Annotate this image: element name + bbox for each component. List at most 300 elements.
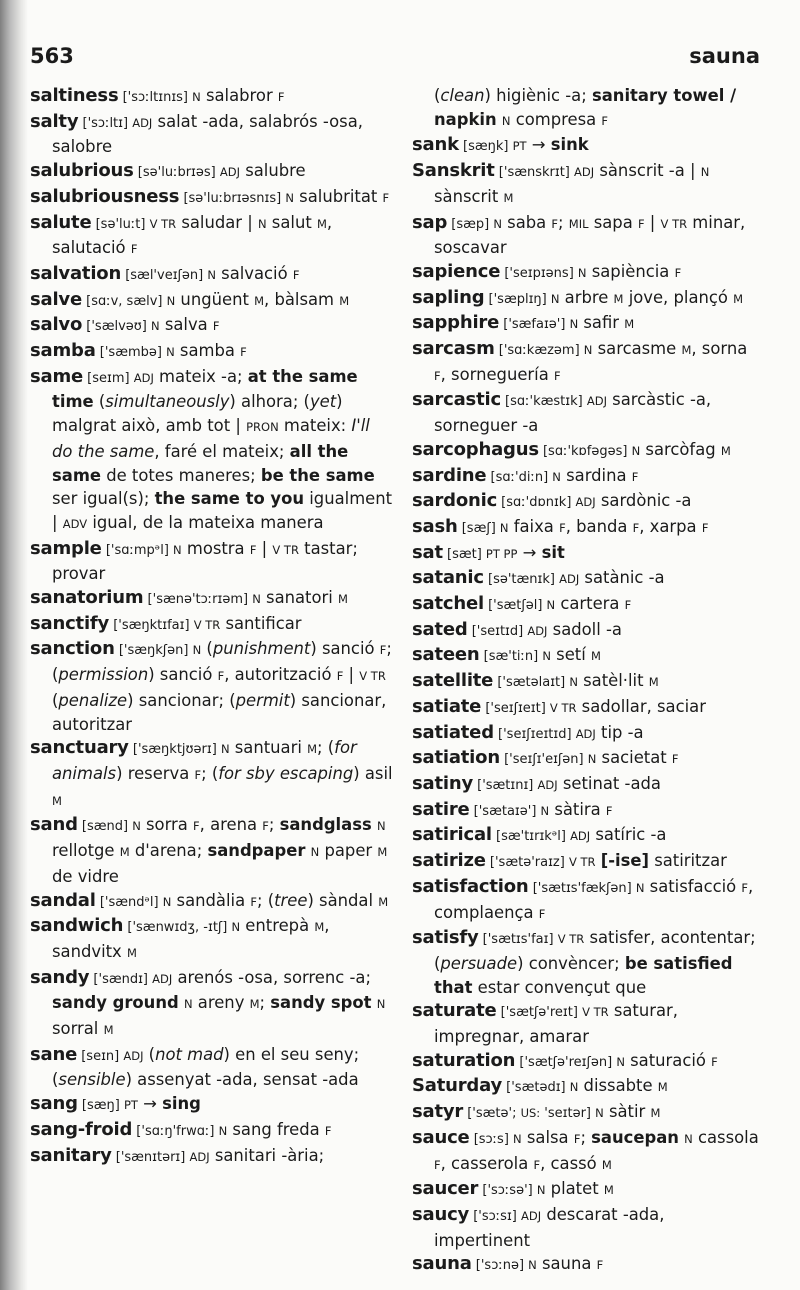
grammar-label: ADJ	[219, 165, 240, 180]
headword: sanction	[30, 638, 115, 660]
left-column	[30, 84, 394, 1169]
grammar-label: ADJ	[189, 1149, 210, 1164]
italic-gloss: yet	[309, 392, 337, 412]
gloss-text: sardònic -a	[595, 491, 692, 511]
dictionary-entry-satisfy	[412, 926, 764, 999]
gloss-text: , xarpa	[639, 516, 702, 536]
pronunciation: ['seɪʃɪeɪt]	[481, 700, 550, 716]
gloss-text: ; (	[201, 763, 219, 783]
dictionary-entry-salvation	[30, 262, 394, 288]
headword: satchel	[412, 593, 484, 615]
grammar-label: N	[540, 803, 550, 818]
grammar-label: N	[166, 345, 175, 360]
dictionary-entry-satiation	[412, 746, 764, 772]
bold-phrase: saucepan	[591, 1127, 679, 1147]
gloss-text: mateix:	[278, 416, 352, 436]
pronunciation: ['sændɪ]	[89, 971, 153, 987]
grammar-label: F	[379, 643, 387, 658]
dictionary-entry-sardine	[412, 464, 764, 490]
dictionary-entry-salve	[30, 288, 394, 314]
dictionary-entry-saturate	[412, 999, 764, 1048]
dictionary-entry-sapience	[412, 260, 764, 286]
dictionary-entry-saturday	[412, 1074, 764, 1100]
gloss-text: satisfacció	[644, 876, 742, 896]
bold-phrase: sing	[162, 1094, 201, 1114]
italic-gloss: penalize	[58, 690, 128, 710]
running-head: sauna	[689, 44, 760, 68]
dictionary-entry-saturation	[412, 1049, 764, 1075]
gloss-text: sapiència	[586, 261, 675, 281]
dictionary-entry-sanction	[30, 637, 394, 736]
italic-gloss: persuade	[440, 953, 518, 973]
dictionary-entry-samba	[30, 339, 394, 365]
headword: satire	[412, 798, 470, 820]
gloss-text: rellotge	[52, 841, 120, 861]
grammar-label: M	[733, 291, 744, 306]
headword: sateen	[412, 644, 480, 666]
grammar-label: F	[382, 190, 390, 205]
grammar-label: M	[648, 675, 659, 690]
headword: satisfaction	[412, 875, 529, 897]
headword: sanctify	[30, 612, 110, 634]
gloss-text: ) asil	[353, 763, 393, 783]
headword: sauna	[412, 1253, 472, 1275]
gloss-text: sapa	[588, 212, 638, 232]
grammar-label: N	[220, 742, 230, 757]
gloss-text: mostra	[181, 538, 250, 558]
pronunciation: ['sætəlaɪt]	[493, 675, 570, 691]
grammar-label: N	[542, 649, 551, 664]
headword: satellite	[412, 670, 494, 692]
headword: sanitary	[30, 1144, 112, 1166]
grammar-label: F	[249, 542, 257, 557]
grammar-label: V TR	[272, 542, 299, 557]
grammar-label: V TR	[660, 216, 688, 231]
gloss-text: ) sanció	[310, 639, 380, 659]
pronunciation: [sɔːs]	[469, 1131, 514, 1147]
grammar-label: F	[262, 819, 269, 834]
headword: satiny	[412, 772, 473, 794]
grammar-label: N	[499, 520, 509, 535]
headword: saturate	[412, 1000, 497, 1022]
grammar-label: M	[314, 920, 325, 935]
gloss-text: satànic -a	[579, 568, 665, 588]
dictionary-entry-sardonic	[412, 489, 764, 515]
pronunciation: ['sæmbə]	[95, 345, 167, 361]
gloss-text: saturar, impregnar, amarar	[434, 1001, 678, 1047]
grammar-label: N	[587, 752, 597, 767]
grammar-label: N	[569, 1080, 579, 1095]
gloss-text: (	[201, 639, 213, 659]
grammar-label: M	[126, 945, 137, 960]
italic-gloss: not mad	[155, 1044, 224, 1064]
grammar-label: M	[307, 742, 318, 757]
gloss-text: dissabte	[578, 1076, 658, 1096]
grammar-label: F	[551, 216, 559, 231]
gloss-text: de vidre	[52, 866, 119, 886]
gloss-text: ) sancionar, autoritzar	[52, 690, 387, 734]
bold-phrase: be satisfied that	[434, 953, 733, 997]
grammar-label: M	[624, 317, 635, 332]
pronunciation: [sæt]	[442, 546, 486, 562]
pronunciation: [sæŋk]	[458, 139, 513, 155]
headword: samba	[30, 340, 96, 362]
gloss-text: de totes maneres;	[101, 465, 261, 485]
dictionary-entry-salvo	[30, 313, 394, 339]
headword: satirize	[412, 850, 486, 872]
gloss-text: , bàlsam	[264, 289, 340, 309]
grammar-label: F	[701, 520, 709, 535]
gloss-text: saludar |	[176, 212, 258, 232]
gloss-text: cartera	[555, 594, 625, 614]
right-column	[412, 84, 764, 1278]
headword: satirical	[412, 824, 492, 846]
gloss-text: sadoll -a	[547, 619, 622, 639]
grammar-label: ADJ	[570, 829, 591, 844]
dictionary-entry-satanic	[412, 566, 764, 592]
grammar-label: V TR	[149, 216, 177, 231]
pronunciation: [sə'tænɪk]	[483, 572, 560, 588]
gloss-text: sarcàstic -a, sorneguer -a	[434, 390, 712, 436]
pronunciation: ['seɪʃɪ'eɪʃən]	[499, 752, 588, 768]
headword: sated	[412, 618, 468, 640]
headword: sanatorium	[30, 587, 144, 609]
pronunciation: ['sɑːkæzəm]	[494, 343, 584, 359]
headword: sane	[30, 1043, 78, 1065]
grammar-label: F	[596, 1258, 604, 1273]
headword: salve	[30, 288, 82, 310]
gloss-text: ) higiènic -a;	[484, 86, 592, 105]
grammar-label: ADJ	[133, 370, 154, 385]
gloss-text: ;	[268, 815, 280, 835]
gloss-text: ungüent	[175, 289, 255, 309]
dictionary-entry-satchel	[412, 592, 764, 618]
grammar-label: F	[533, 1157, 541, 1172]
grammar-label: M	[316, 216, 327, 231]
grammar-label: F	[538, 906, 546, 921]
grammar-label: ADJ	[575, 726, 596, 741]
dictionary-entry-saucy	[412, 1203, 764, 1252]
grammar-label: N	[162, 894, 172, 909]
gloss-text: mateix -a;	[153, 366, 248, 386]
grammar-label: ADV	[62, 516, 88, 531]
gloss-text: sandàlia	[171, 890, 251, 910]
dictionary-entry-salubriousness	[30, 185, 394, 211]
dictionary-entry-sane	[30, 1043, 394, 1092]
gloss-text: |	[256, 538, 273, 558]
dictionary-entry-sandwich	[30, 914, 394, 965]
gloss-text: samba	[174, 341, 241, 361]
pronunciation: ['sænskrɪt]	[494, 165, 575, 181]
pronunciation: ['sætɪs'faɪ]	[478, 932, 558, 948]
grammar-label: F	[741, 880, 749, 895]
grammar-label: US:	[520, 1106, 541, 1121]
grammar-label: F	[193, 819, 200, 834]
gloss-text: →	[526, 135, 551, 155]
grammar-label: F	[559, 520, 566, 535]
italic-gloss: for animals	[52, 738, 357, 783]
headword: satanic	[412, 567, 484, 589]
gloss-text: jove, plançó	[623, 287, 734, 307]
dictionary-entry-sauce	[412, 1126, 764, 1177]
grammar-label: F	[324, 1123, 332, 1138]
headword: saturation	[412, 1049, 516, 1071]
pronunciation: ['sætʃə'reɪʃən]	[515, 1054, 617, 1070]
gloss-text: entrepà	[240, 916, 315, 936]
grammar-label: N	[218, 1123, 228, 1138]
dictionary-entry-saucer	[412, 1177, 764, 1203]
italic-gloss: tree	[274, 890, 308, 910]
grammar-label: N	[183, 997, 193, 1012]
dictionary-entry-salute	[30, 211, 394, 262]
pronunciation: ['sæfaɪə']	[499, 317, 570, 333]
gloss-text: salsa	[521, 1127, 574, 1147]
gloss-text: platet	[545, 1179, 604, 1199]
grammar-label: M	[103, 1023, 114, 1038]
dictionary-entry-continued	[412, 84, 764, 133]
gloss-text: , salutació	[52, 212, 333, 258]
grammar-label: N	[257, 216, 267, 231]
headword: sap	[412, 211, 448, 233]
dictionary-entry-satirical	[412, 823, 764, 849]
bold-phrase: be the same	[260, 465, 375, 485]
grammar-label: F	[711, 1054, 718, 1069]
grammar-label: N	[132, 819, 141, 834]
gloss-text: setinat -ada	[557, 773, 661, 793]
grammar-label: M	[378, 894, 389, 909]
gloss-text: minar, soscavar	[434, 212, 746, 258]
grammar-label: ADJ	[559, 572, 580, 587]
grammar-label: M	[657, 1080, 668, 1095]
dictionary-entry-sated	[412, 618, 764, 644]
pronunciation: [sə'luːbrɪəs]	[133, 165, 220, 181]
gloss-text: faixa	[508, 516, 560, 536]
gloss-text: safir	[578, 313, 625, 333]
grammar-label: F	[671, 752, 679, 767]
grammar-label: N	[285, 190, 294, 205]
pronunciation: [sæŋ]	[77, 1098, 124, 1114]
grammar-label: F	[277, 90, 285, 104]
pronunciation: ['sɑːmpᵊl]	[101, 542, 174, 558]
headword: saucy	[412, 1203, 470, 1225]
dictionary-entry-sanctuary	[30, 736, 394, 813]
pronunciation: [sɑː'diːn]	[486, 469, 553, 485]
grammar-label: N	[310, 845, 320, 860]
pronunciation: [sɑːv, sælv]	[81, 293, 167, 309]
grammar-label: N	[528, 1258, 537, 1273]
dictionary-entry-sap	[412, 211, 764, 260]
gloss-text: salubre	[239, 161, 306, 181]
dictionary-entry-sank	[412, 133, 764, 159]
grammar-label: N	[684, 1131, 693, 1146]
pronunciation: [sæp]	[447, 216, 494, 232]
headword: satiation	[412, 747, 500, 769]
gloss-text: ser igual(s);	[52, 489, 155, 509]
pronunciation: ['sændᵊl]	[95, 894, 163, 910]
headword: sardine	[412, 464, 487, 486]
gloss-text: satèl·lit	[577, 671, 649, 691]
gloss-text: , sorna	[691, 339, 748, 359]
headword: satiated	[412, 721, 494, 743]
pronunciation: [sæ'tɪrɪkᵊl]	[491, 829, 571, 845]
grammar-label: N	[173, 542, 182, 557]
pronunciation: ['sætɪnɪ]	[472, 777, 538, 793]
pronunciation: ['seɪtɪd]	[467, 623, 528, 639]
bold-phrase: sanitary towel / napkin	[434, 86, 737, 129]
italic-gloss: permission	[58, 665, 149, 685]
grammar-label: V TR	[549, 700, 577, 715]
gloss-text: salat -ada, salabrós -osa, salobre	[52, 111, 363, 157]
grammar-label: F	[624, 598, 632, 613]
italic-gloss: permit	[235, 690, 290, 710]
headword: satiate	[412, 695, 482, 717]
grammar-label: N	[192, 643, 202, 658]
gloss-text: sànscrit -a |	[594, 161, 701, 181]
pronunciation: ['sætaɪə']	[469, 803, 541, 819]
gloss-text: ) sanció	[148, 665, 218, 685]
bold-phrase: sandy spot	[270, 993, 372, 1013]
headword: sand	[30, 814, 78, 836]
gloss-text: sang freda	[227, 1119, 325, 1139]
italic-gloss: I'll do the same	[52, 416, 370, 461]
grammar-label: ADJ	[152, 971, 173, 986]
grammar-label: ADJ	[586, 394, 607, 409]
grammar-label: N	[577, 265, 587, 280]
grammar-label: ADJ	[123, 1048, 144, 1063]
grammar-label: N	[231, 920, 241, 935]
headword: salty	[30, 110, 79, 132]
grammar-label: N	[700, 165, 710, 180]
gloss-text: paper	[319, 841, 378, 861]
grammar-label: ADJ	[574, 165, 595, 180]
grammar-label: N	[616, 1054, 625, 1069]
dictionary-entry-sarcastic	[412, 388, 764, 437]
italic-gloss: clean	[440, 86, 485, 105]
dictionary-entry-satisfaction	[412, 875, 764, 926]
gloss-text: saturació	[624, 1050, 712, 1070]
grammar-label: N	[546, 598, 556, 613]
grammar-label: PT	[123, 1098, 138, 1113]
dictionary-entry-sapphire	[412, 311, 764, 337]
grammar-label: F	[130, 242, 138, 257]
gloss-text: santuari	[229, 738, 308, 758]
grammar-label: M	[681, 343, 692, 358]
pronunciation: ['seɪpɪəns]	[500, 265, 578, 281]
gloss-text: cassola	[692, 1127, 759, 1147]
grammar-label: ADJ	[537, 777, 558, 792]
bold-phrase: sandy ground	[52, 993, 179, 1013]
gloss-text: , cassó	[540, 1153, 602, 1173]
gloss-text: , casserola	[440, 1153, 534, 1173]
headword: sarcasm	[412, 338, 495, 360]
gloss-text: →	[517, 542, 542, 562]
pronunciation: ['sɔːsə']	[478, 1183, 537, 1199]
pronunciation: ['sænɪtərɪ]	[111, 1149, 190, 1165]
gloss-text: ) sàndal	[307, 890, 379, 910]
grammar-label: M	[613, 291, 624, 306]
dictionary-entry-salubrious	[30, 159, 394, 185]
dictionary-entry-sapling	[412, 286, 764, 312]
gloss-text: , sorneguería	[440, 364, 554, 384]
grammar-label: F	[212, 319, 220, 334]
headword: sarcophagus	[412, 438, 539, 460]
grammar-label: PRON	[246, 420, 279, 435]
gloss-text: ) assenyat -ada, sensat -ada	[125, 1070, 359, 1090]
grammar-label: N	[536, 1183, 546, 1198]
gloss-text: ) reserva	[116, 763, 195, 783]
pronunciation: ['sɔːsɪ]	[469, 1208, 521, 1224]
bold-phrase: sink	[550, 135, 589, 155]
grammar-label: F	[250, 894, 257, 909]
bold-phrase: sandpaper	[207, 841, 306, 861]
pronunciation: ['sætə';	[463, 1106, 521, 1122]
dictionary-entry-sandal	[30, 889, 394, 915]
dictionary-entry-sang	[30, 1092, 394, 1118]
grammar-label: ADJ	[132, 115, 153, 130]
headword: saucer	[412, 1178, 479, 1200]
headword: same	[30, 365, 84, 387]
gloss-text: (	[52, 690, 59, 710]
gloss-text: , arena	[199, 815, 263, 835]
grammar-label: M	[339, 293, 350, 308]
dictionary-entry-sand	[30, 813, 394, 888]
pronunciation: [sə'luːt]	[91, 216, 150, 232]
pronunciation: ['sætədɪ]	[502, 1080, 570, 1096]
grammar-label: N	[207, 267, 216, 282]
pronunciation: [sɑː'kɒfəgəs]	[538, 443, 632, 459]
pronunciation: [sænd]	[77, 819, 133, 835]
grammar-label: N	[552, 469, 561, 484]
headword: satisfy	[412, 927, 479, 949]
headword: satyr	[412, 1101, 464, 1123]
gloss-text: , complaença	[434, 876, 754, 922]
gloss-text: ;	[259, 993, 271, 1013]
gloss-text: sauna	[536, 1254, 597, 1274]
grammar-label: PT	[512, 139, 527, 154]
dictionary-entry-sanatorium	[30, 586, 394, 612]
pronunciation: ['sæplɪŋ]	[484, 291, 551, 307]
dictionary-entry-sanctify	[30, 612, 394, 638]
pronunciation: ['sɔːnə]	[471, 1258, 529, 1274]
gloss-text: sàtir	[603, 1102, 651, 1122]
gloss-text: salva	[159, 315, 213, 335]
dictionary-entry-same	[30, 365, 394, 537]
pronunciation: 'seɪtər]	[540, 1106, 596, 1122]
gloss-text: |	[644, 212, 661, 232]
headword: Saturday	[412, 1075, 503, 1097]
gloss-text: sànscrit	[434, 186, 504, 206]
gloss-text: sarcasme	[592, 339, 682, 359]
gloss-text: →	[137, 1094, 163, 1114]
grammar-label: V TR	[568, 855, 596, 870]
headword: sardonic	[412, 490, 498, 512]
grammar-label: M	[603, 1183, 614, 1198]
gloss-text: salubritat	[293, 186, 383, 206]
gloss-text: ; (	[52, 639, 392, 685]
grammar-label: M	[650, 1106, 661, 1121]
gloss-text: sorral	[52, 1019, 104, 1039]
headword: sandy	[30, 966, 90, 988]
headword: salvo	[30, 314, 83, 336]
dictionary-entry-satellite	[412, 669, 764, 695]
grammar-label: N	[569, 675, 578, 690]
grammar-label: N	[376, 997, 386, 1012]
gloss-text: , banda	[565, 516, 633, 536]
gloss-text: arenós -osa, sorrenc -a;	[172, 967, 371, 987]
pronunciation: ['sætɪs'fækʃən]	[528, 880, 636, 896]
gloss-text: sanatori	[260, 588, 339, 608]
grammar-label: F	[631, 469, 639, 484]
